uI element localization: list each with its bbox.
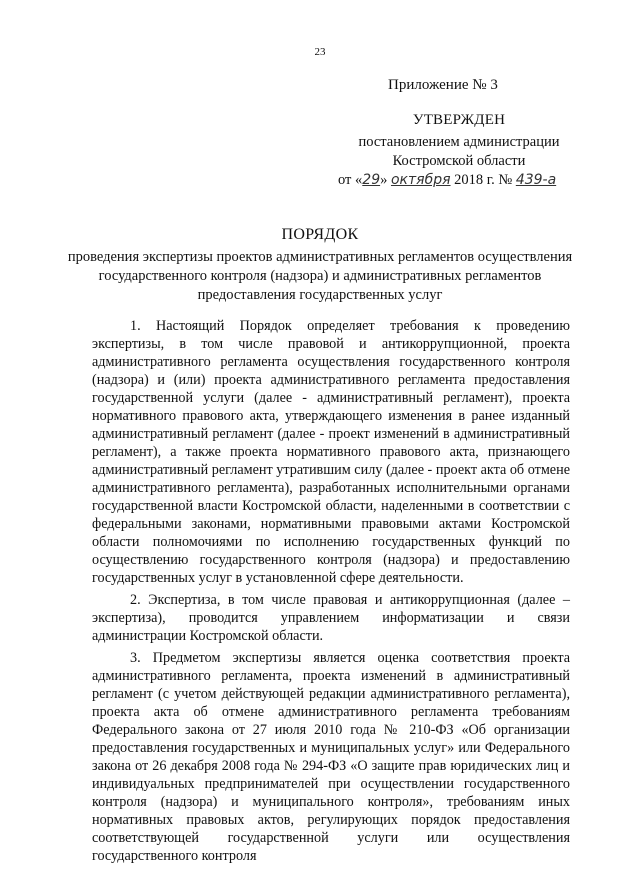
document-title: ПОРЯДОК xyxy=(281,226,359,243)
handwritten-number: 439-а xyxy=(515,172,557,188)
appendix-label: Приложение № 3 xyxy=(388,77,498,93)
approved-region-line: Костромской области xyxy=(392,153,526,169)
document-body xyxy=(92,317,570,869)
approved-title: УТВЕРЖДЕН xyxy=(412,112,506,128)
approval-block xyxy=(334,111,584,190)
approval-date-line xyxy=(338,171,584,190)
paragraph-2: 2. Экспертиза, в том числе правовая и антикоррупционная (далее – экспертиза), проводится управлением информатизации и связи администрации Костромской области. xyxy=(92,592,570,644)
page-number: 23 xyxy=(314,46,326,58)
handwritten-day: 29 xyxy=(362,172,381,188)
document-subtitle: проведения экспертизы проектов административных регламентов осуществления государственного контроля (надзора) и административных регламентов предоставления государственных услуг xyxy=(67,249,573,303)
handwritten-month: октября xyxy=(390,172,451,188)
approved-by-line: постановлением администрации xyxy=(358,134,560,150)
paragraph-1: 1. Настоящий Порядок определяет требования к проведению экспертизы, в том числе правовой и антикоррупционной, проекта административного регламента осуществления государственного контроля (надзора) и (или) проекта административного регламента предоставления государственной услуги (далее - административный регламент), проекта нормативного правового акта, утверждающего изменения в ранее изданный административный регламент (далее - проект изменений в административный регламент), а также проекта нормативного правового акта, признающего административный регламент утратившим силу (далее - проект акта об отмене административного регламента), разработанных исполнительными органами государственной власти Костромской области, наделенными в соответствии с федеральными законами, нормативными правовыми актами Костромской области полномочиями по исполнению государственных функций по осуществлению государственного контроля (надзора) и предоставлению государственных услуг в установленной сфере деятельности. xyxy=(92,318,570,586)
paragraph-3: 3. Предметом экспертизы является оценка соответствия проекта административного регламента, проекта изменений в административный регламент (с учетом действующей редакции административного регламента), проекта акта об отмене административного регламента требованиям Федерального закона от 27 июля 2010 года № 210-ФЗ «Об организации предоставления государственных и муниципальных услуг» или Федерального закона от 26 декабря 2008 года № 294-ФЗ «О защите прав юридических лиц и индивидуальных предпринимателей при осуществлении государственного контроля (надзора) и муниципального контроля», требованиям иных нормативных правовых актов, регулирующих порядок предоставления соответствующей государственной услуги или осуществления государственного контроля xyxy=(92,650,570,864)
year-part: 2018 г. № xyxy=(454,172,513,188)
date-prefix: от « xyxy=(338,172,363,188)
date-mid: » xyxy=(380,172,388,188)
